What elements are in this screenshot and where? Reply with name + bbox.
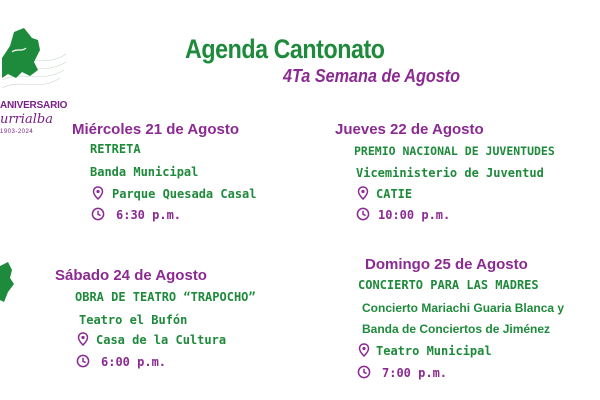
event-day: Domingo 25 de Agosto bbox=[365, 256, 528, 273]
event-title: PREMIO NACIONAL DE JUVENTUDES bbox=[354, 144, 555, 158]
event-time: 6:30 p.m. bbox=[116, 208, 182, 222]
event-time: 7:00 p.m. bbox=[382, 366, 448, 380]
logo-years-text: 1903-2024 bbox=[0, 129, 34, 135]
clock-icon bbox=[357, 365, 371, 379]
event-title: CONCIERTO PARA LAS MADRES bbox=[358, 278, 539, 292]
logo-city-text: urrialba bbox=[0, 112, 53, 127]
page-subtitle: 4Ta Semana de Agosto bbox=[283, 66, 461, 86]
decorative-map-fragment-icon bbox=[0, 262, 16, 302]
event-day: Sábado 24 de Agosto bbox=[55, 267, 207, 284]
location-pin-icon bbox=[357, 343, 371, 357]
event-organizer: Viceministerio de Juventud bbox=[356, 166, 544, 180]
clock-icon bbox=[76, 354, 90, 368]
location-pin-icon bbox=[91, 186, 105, 200]
event-time: 6:00 p.m. bbox=[101, 355, 167, 369]
event-organizer: Concierto Mariachi Guaria Blanca y bbox=[362, 301, 565, 315]
event-place: Parque Quesada Casal bbox=[112, 187, 257, 201]
clock-icon bbox=[356, 207, 370, 221]
logo-anniversary-text: ANIVERSARIO bbox=[0, 100, 68, 111]
event-organizer: Banda de Conciertos de Jiménez bbox=[362, 322, 551, 336]
anniversary-logo bbox=[0, 18, 80, 135]
page-title: Agenda Cantonato bbox=[185, 34, 385, 64]
event-title: OBRA DE TEATRO “TRAPOCHO” bbox=[75, 290, 256, 304]
event-day: Miércoles 21 de Agosto bbox=[72, 121, 239, 138]
location-pin-icon bbox=[76, 332, 90, 346]
location-pin-icon bbox=[356, 186, 370, 200]
logo-map-shape bbox=[0, 18, 80, 100]
event-title: RETRETA bbox=[90, 142, 141, 156]
event-time: 10:00 p.m. bbox=[378, 208, 451, 222]
event-organizer: Teatro el Bufón bbox=[79, 313, 188, 327]
canton-map-icon bbox=[2, 28, 40, 78]
clock-icon bbox=[91, 207, 105, 221]
event-day: Jueves 22 de Agosto bbox=[335, 121, 484, 138]
event-place: CATIE bbox=[376, 187, 413, 201]
event-place: Casa de la Cultura bbox=[96, 333, 227, 347]
event-organizer: Banda Municipal bbox=[90, 165, 199, 179]
event-place: Teatro Municipal bbox=[376, 344, 492, 358]
